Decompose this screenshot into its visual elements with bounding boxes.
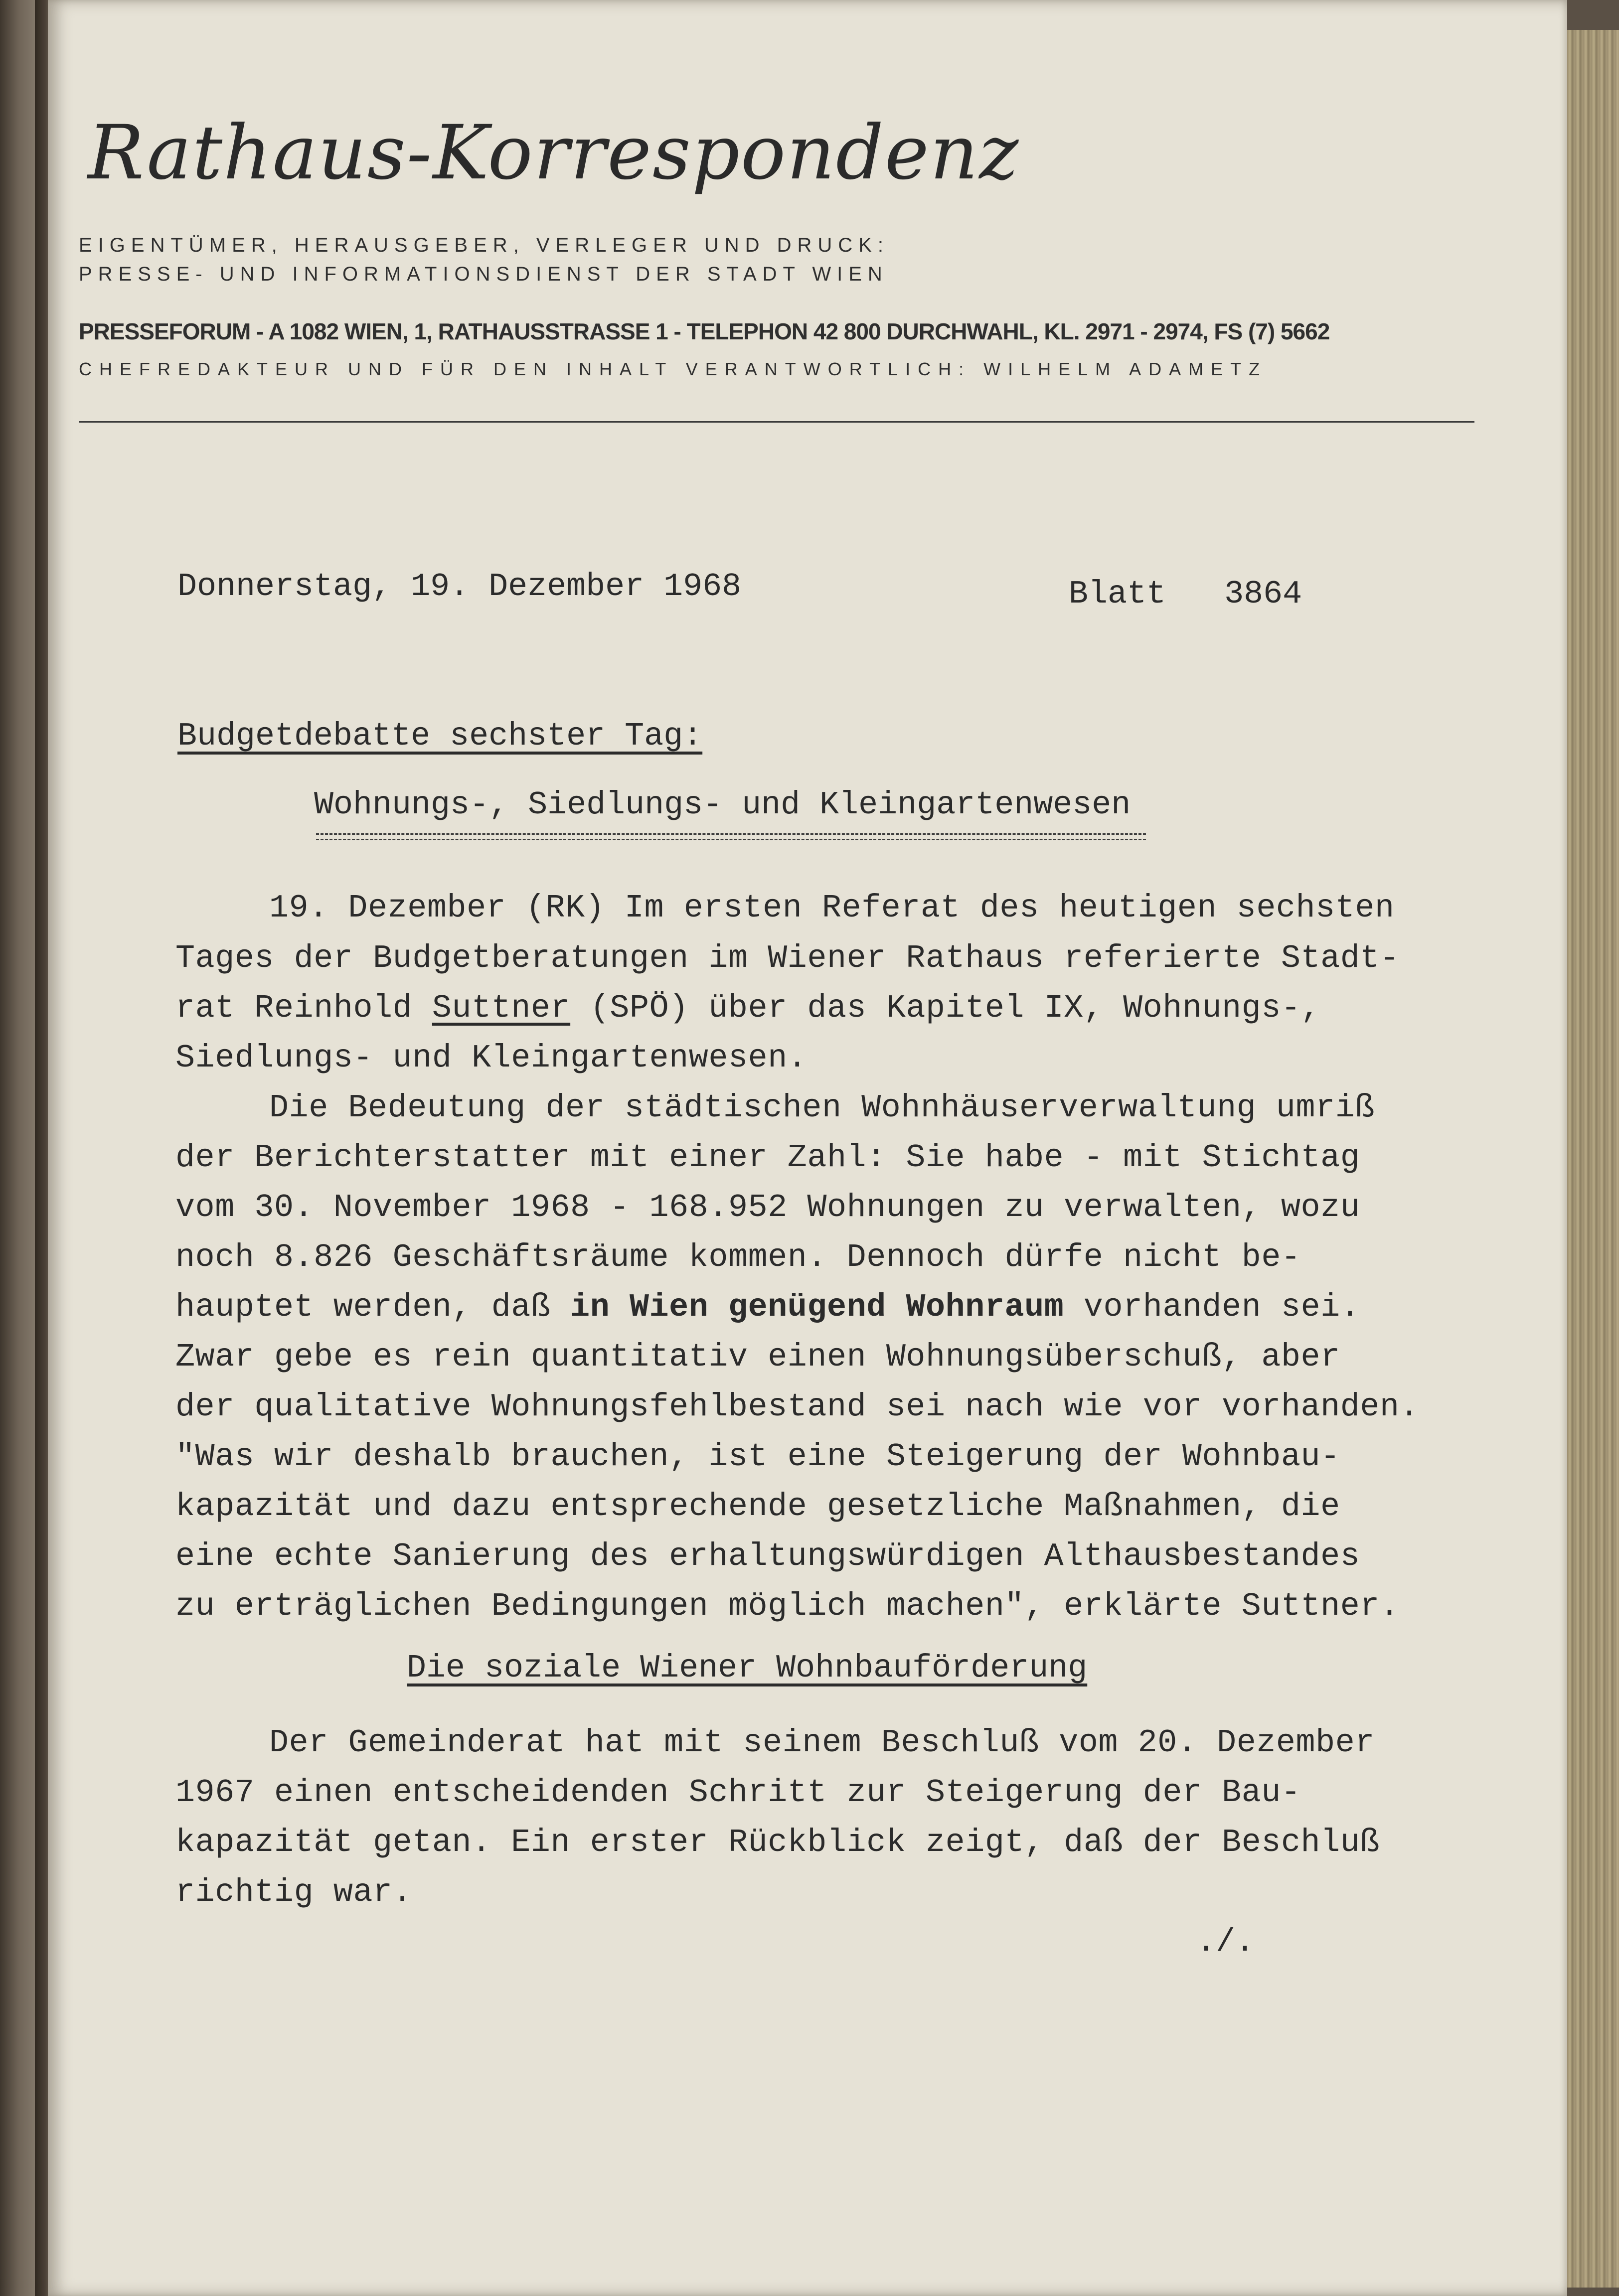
p2-line-3: vom 30. November 1968 - 168.952 Wohnungen zu verwalten, wozu	[175, 1189, 1360, 1226]
p2-line-5-emphasis: in Wien genügend Wohnraum	[570, 1289, 1064, 1326]
letterhead-rule	[79, 421, 1474, 423]
speaker-name: Suttner	[432, 990, 571, 1027]
p1-line-3-c: (SPÖ) über das Kapitel IX, Wohnungs-,	[570, 990, 1321, 1027]
p2-line-4: noch 8.826 Geschäftsräume kommen. Dennoch dürfe nicht be-	[175, 1239, 1301, 1276]
sheet-label: Blatt	[1069, 576, 1166, 612]
p2-line-9: kapazität und dazu entsprechende gesetzliche Maßnahmen, die	[175, 1488, 1340, 1525]
p2-line-5-c: vorhanden sei.	[1064, 1289, 1360, 1326]
page-stack-edge	[1567, 30, 1619, 2288]
continuation-mark: ./.	[1196, 1924, 1255, 1961]
p2-line-1: Die Bedeutung der städtischen Wohnhäuserverwaltung umriß	[269, 1089, 1375, 1126]
letterhead-publisher-line: PRESSE- UND INFORMATIONSDIENST DER STADT WIEN	[79, 263, 888, 285]
letterhead-title: Rathaus-Korrespondenz	[88, 110, 1020, 196]
p2-line-6: Zwar gebe es rein quantitativ einen Wohnungsüberschuß, aber	[175, 1339, 1340, 1376]
p2-line-5	[175, 1289, 1360, 1326]
p2-line-7: der qualitative Wohnungsfehlbestand sei nach wie vor vorhanden.	[175, 1388, 1420, 1425]
p3-line-1: Der Gemeinderat hat mit seinem Beschluß vom 20. Dezember	[269, 1724, 1375, 1761]
p2-line-11: zu erträglichen Bedingungen möglich machen", erklärte Suttner.	[175, 1588, 1400, 1625]
sheet-number	[1069, 576, 1302, 612]
sheet-value: 3864	[1224, 576, 1302, 612]
letterhead-editor-line: CHEFREDAKTEUR UND FÜR DEN INHALT VERANTWORTLICH: WILHELM ADAMETZ	[79, 359, 1268, 379]
p3-line-2: 1967 einen entscheidenden Schritt zur Steigerung der Bau-	[175, 1774, 1301, 1811]
p1-line-3-a: rat Reinhold	[175, 990, 432, 1027]
p2-line-5-a: hauptet werden, daß	[175, 1289, 571, 1326]
letterhead-owner-line: EIGENTÜMER, HERAUSGEBER, VERLEGER UND DRUCK:	[79, 234, 889, 256]
p1-line-3	[175, 990, 1320, 1027]
date-line: Donnerstag, 19. Dezember 1968	[177, 568, 742, 605]
p3-line-4: richtig war.	[175, 1874, 413, 1911]
p2-line-2: der Berichterstatter mit einer Zahl: Sie habe - mit Stichtag	[175, 1139, 1360, 1176]
p1-line-1: 19. Dezember (RK) Im ersten Referat des heutigen sechsten	[269, 890, 1395, 926]
p3-line-3: kapazität getan. Ein erster Rückblick zeigt, daß der Beschluß	[175, 1824, 1380, 1861]
p2-line-10: eine echte Sanierung des erhaltungswürdigen Althausbestandes	[175, 1538, 1360, 1575]
subheading-double-rule	[316, 833, 1146, 840]
p1-line-2: Tages der Budgetberatungen im Wiener Rathaus referierte Stadt-	[175, 940, 1400, 977]
section-subheading: Wohnungs-, Siedlungs- und Kleingartenwesen	[314, 786, 1131, 823]
letterhead-address-line: PRESSEFORUM - A 1082 WIEN, 1, RATHAUSSTRASSE 1 - TELEPHON 42 800 DURCHWAHL, KL. 2971 - 2974, FS (7) 5662	[79, 318, 1330, 344]
section2-heading: Die soziale Wiener Wohnbauförderung	[407, 1650, 1088, 1686]
p2-line-8: "Was wir deshalb brauchen, ist eine Steigerung der Wohnbau-	[175, 1438, 1340, 1475]
p1-line-4: Siedlungs- und Kleingartenwesen.	[175, 1040, 808, 1076]
section-heading: Budgetdebatte sechster Tag:	[177, 718, 703, 755]
